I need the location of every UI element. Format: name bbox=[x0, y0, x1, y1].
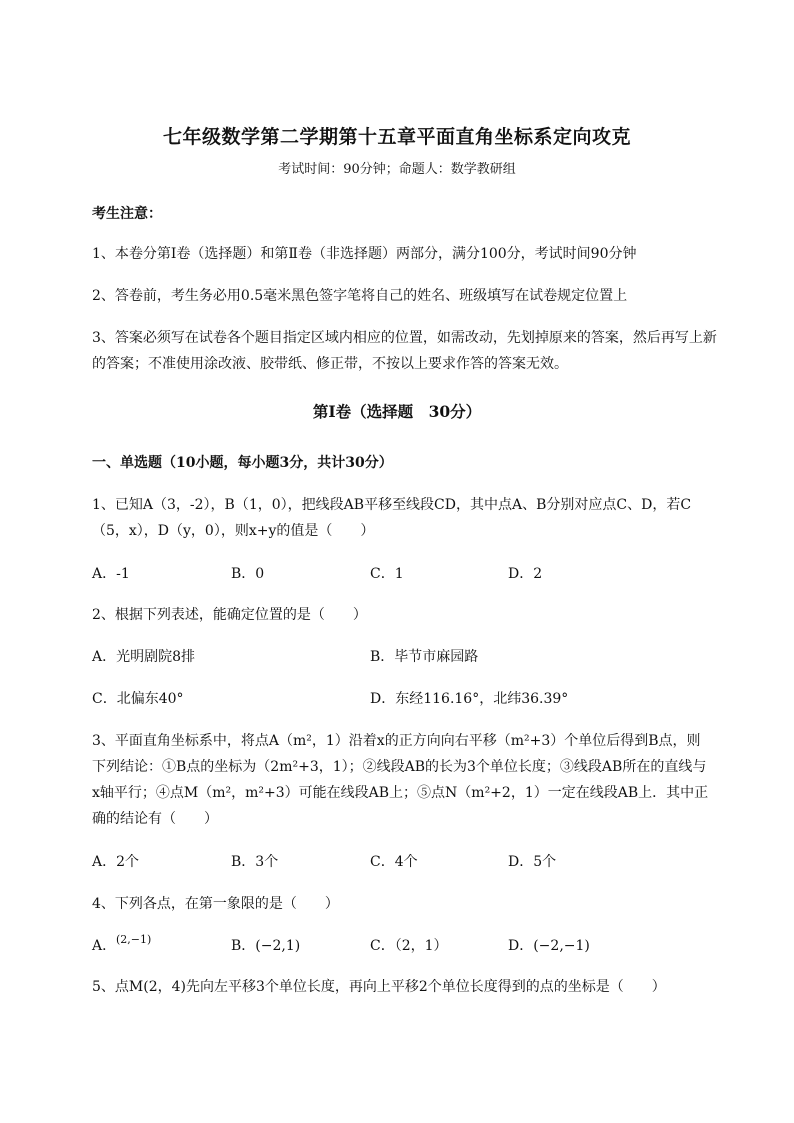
question-4-option-a-label: A． bbox=[92, 938, 117, 954]
question-1-option-d: D．2 bbox=[508, 566, 543, 582]
question-1-option-a: A．-1 bbox=[92, 566, 130, 582]
question-2-option-d: D．东经116.16°，北纬36.39° bbox=[370, 691, 569, 707]
notice-heading: 考生注意： bbox=[92, 206, 162, 222]
notice-item-3-continued: 的答案；不准使用涂改液、胶带纸、修正带，不按以上要求作答的答案无效。 bbox=[92, 356, 568, 372]
question-4-option-b: B．(−2,1) bbox=[231, 938, 301, 954]
question-1-option-c: C．1 bbox=[370, 566, 404, 582]
notice-item-3: 3、答案必须写在试卷各个题目指定区域内相应的位置，如需改动，先划掉原来的答案，然后再写上新 bbox=[92, 330, 717, 346]
notice-item-1: 1、本卷分第I卷（选择题）和第Ⅱ卷（非选择题）两部分，满分100分，考试时间90分钟 bbox=[92, 246, 637, 262]
question-2-option-a: A．光明剧院8排 bbox=[92, 649, 196, 665]
exam-subtitle: 考试时间：90分钟；命题人：数学教研组 bbox=[278, 162, 516, 177]
section-title: 第I卷（选择题 30分） bbox=[312, 402, 482, 421]
question-2-option-c: C．北偏东40° bbox=[92, 691, 184, 707]
question-3-option-b: B．3个 bbox=[231, 854, 279, 870]
question-2-line-1: 2、根据下列表述，能确定位置的是（ ） bbox=[92, 607, 367, 623]
question-3-option-c: C．4个 bbox=[370, 854, 418, 870]
question-4-line-1: 4、下列各点，在第一象限的是（ ） bbox=[92, 896, 339, 912]
question-3-line-4: 确的结论有（ ） bbox=[92, 811, 218, 827]
notice-item-2: 2、答卷前，考生务必用0.5毫米黑色签字笔将自己的姓名、班级填写在试卷规定位置上 bbox=[92, 288, 628, 304]
question-3-line-3: x轴平行；④点M（m²，m²+3）可能在线段AB上；⑤点N（m²+2，1）一定在线段AB上．其中正 bbox=[92, 785, 709, 801]
part-heading: 一、单选题（10小题，每小题3分，共计30分） bbox=[92, 455, 393, 471]
question-3-option-d: D．5个 bbox=[508, 854, 557, 870]
exam-title: 七年级数学第二学期第十五章平面直角坐标系定向攻克 bbox=[162, 126, 631, 148]
question-4-option-a-value: (2,−1) bbox=[116, 933, 152, 946]
question-1-line-2: （5，x），D（y，0），则x+y的值是（ ） bbox=[92, 523, 375, 539]
question-4-option-c: C．（2，1） bbox=[370, 938, 448, 954]
question-1-line-1: 1、已知A（3，-2），B（1，0），把线段AB平移至线段CD，其中点A、B分别对应点C、D，若C bbox=[92, 497, 692, 513]
question-3-line-2: 下列结论：①B点的坐标为（2m²+3，1）；②线段AB的长为3个单位长度；③线段AB所在的直线与 bbox=[92, 759, 707, 775]
question-1-option-b: B．0 bbox=[231, 566, 265, 582]
question-5-line-1: 5、点M(2，4)先向左平移3个单位长度，再向上平移2个单位长度得到的点的坐标是（ ） bbox=[92, 979, 666, 995]
question-3-line-1: 3、平面直角坐标系中，将点A（m²，1）沿着x的正方向向右平移（m²+3）个单位后得到B点，则 bbox=[92, 733, 701, 749]
question-4-option-d: D．(−2,−1) bbox=[508, 938, 590, 954]
question-3-option-a: A．2个 bbox=[92, 854, 140, 870]
question-2-option-b: B．毕节市麻园路 bbox=[370, 649, 479, 665]
